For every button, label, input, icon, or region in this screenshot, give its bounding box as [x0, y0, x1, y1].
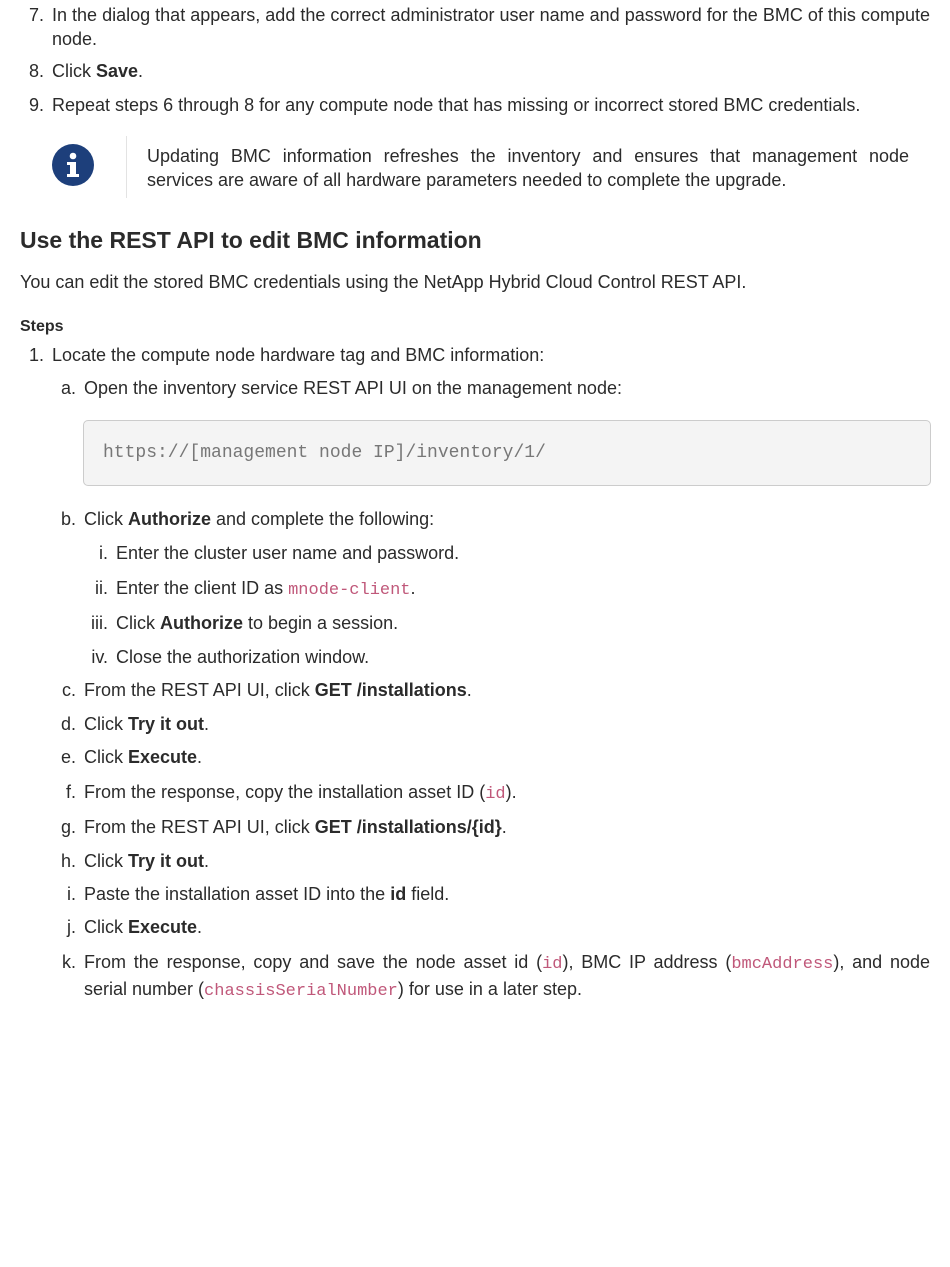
step-1c: c. From the REST API UI, click GET /installations.	[52, 678, 930, 702]
step-7	[20, 3, 930, 51]
step-numeral: iv.	[91, 647, 108, 667]
ui-term: id	[390, 884, 407, 904]
step-1h: h. Click Try it out.	[52, 849, 930, 873]
ui-term: Execute	[128, 747, 198, 767]
step-number: 1.	[28, 345, 44, 365]
step-numeral: iii.	[91, 613, 108, 633]
step-letter: e.	[60, 747, 76, 767]
step-letter: b.	[60, 509, 76, 529]
step-1	[20, 343, 930, 367]
inline-code: bmcAddress	[731, 955, 834, 974]
step-1k: k. From the response, copy and save the node asset id (id), BMC IP address (bmcAddress), and node serial number (chassisSerialNumber) for use in a later step.	[52, 950, 930, 1004]
step-1b: b. Click Authorize and complete the following:	[52, 507, 930, 531]
ui-term: Authorize	[128, 509, 211, 529]
step-1e: e. Click Execute.	[52, 745, 930, 769]
ui-term: Execute	[128, 917, 198, 937]
step-8: 8. Click Save.	[20, 59, 930, 83]
step-text: Locate the compute node hardware tag and BMC information:	[52, 345, 545, 365]
code-block	[83, 420, 931, 486]
inventory-url: https://[management node IP]/inventory/1/	[103, 443, 546, 463]
step-letter: f.	[65, 782, 76, 802]
substep-iii: iii. Click Authorize to begin a session.	[84, 611, 930, 635]
step-numeral: ii.	[95, 578, 108, 598]
step-1g: g. From the REST API UI, click GET /installations/{id}.	[52, 815, 930, 839]
step-1j: j. Click Execute.	[52, 915, 930, 939]
step-text: In the dialog that appears, add the correct administrator user name and password for the BMC of this compute node.	[52, 5, 930, 49]
step-9	[20, 93, 930, 117]
info-note	[20, 136, 910, 198]
step-letter: c.	[61, 680, 76, 700]
inline-code: mnode-client	[288, 581, 411, 600]
step-1a	[52, 376, 930, 400]
inline-code: id	[542, 955, 563, 974]
ui-term: GET /installations	[314, 680, 467, 700]
step-letter: k.	[61, 952, 76, 972]
ui-term: GET /installations/{id}	[314, 817, 502, 837]
step-text: Repeat steps 6 through 8 for any compute node that has missing or incorrect stored BMC credentials.	[52, 95, 861, 115]
step-1f: f. From the response, copy the installation asset ID (id).	[52, 780, 930, 807]
step-1d: d. Click Try it out.	[52, 712, 930, 736]
step-numeral: i.	[99, 543, 108, 563]
step-text: Click	[52, 61, 96, 81]
step-letter: h.	[60, 851, 76, 871]
inline-code: id	[485, 785, 506, 804]
step-text: Close the authorization window.	[116, 647, 370, 667]
substep-iv	[84, 645, 930, 669]
ui-term: Try it out	[128, 714, 204, 734]
ui-term: Authorize	[160, 613, 243, 633]
steps-heading: Steps	[20, 318, 64, 335]
note-divider	[126, 136, 127, 198]
step-number: 7.	[28, 5, 44, 25]
step-text: Open the inventory service REST API UI on the management node:	[84, 378, 622, 398]
section-intro: You can edit the stored BMC credentials using the NetApp Hybrid Cloud Control REST API.	[20, 272, 747, 292]
step-1i: i. Paste the installation asset ID into the id field.	[52, 882, 930, 906]
step-letter: g.	[60, 817, 76, 837]
step-letter: i.	[67, 884, 76, 904]
ui-term: Try it out	[128, 851, 204, 871]
substep-i	[84, 541, 930, 565]
ui-term: Save	[96, 61, 139, 81]
info-icon	[52, 144, 94, 186]
step-number: 8.	[28, 61, 44, 81]
step-letter: a.	[60, 378, 76, 398]
step-letter: d.	[60, 714, 76, 734]
inline-code: chassisSerialNumber	[204, 982, 398, 1001]
note-text: Updating BMC information refreshes the inventory and ensures that management node services are aware of all hardware parameters needed to complete the upgrade.	[147, 146, 909, 190]
substep-ii: ii. Enter the client ID as mnode-client.	[84, 576, 930, 603]
step-text: Enter the cluster user name and password.	[116, 543, 460, 563]
section-title: Use the REST API to edit BMC information	[20, 227, 482, 253]
step-letter: j.	[67, 917, 76, 937]
step-number: 9.	[28, 95, 44, 115]
